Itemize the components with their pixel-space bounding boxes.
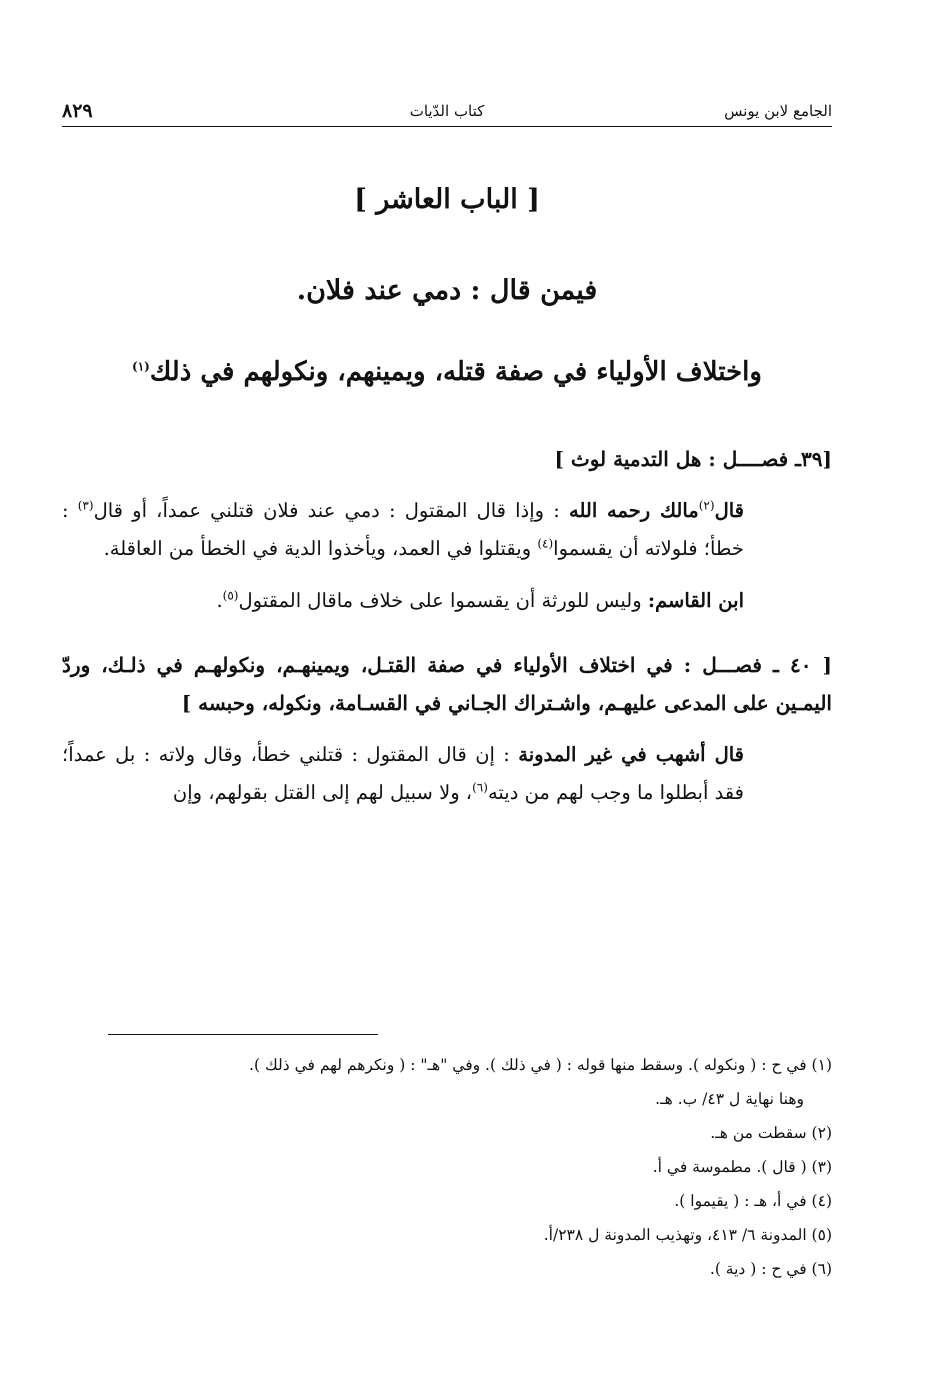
footnote-1: (١) في ح : ( ونكوله ). وسقط منها قوله : ( في ذلك ). وفي "هـ" : ( ونكرهم لهم في ذلك ). [249,1056,832,1074]
footnote-1-continued: وهنا نهاية ل ٤٣/ ب. هـ. [655,1090,804,1108]
footnote-ref: (٣) [77,498,94,513]
main-text [62,440,832,812]
footnote-ref: (١) [132,359,150,374]
paragraph [62,736,832,812]
chapter-heading: [ الباب العاشر ] [354,184,540,215]
footnote-6: (٦) في ح : ( دية ). [709,1260,832,1278]
footnote-ref: (٥) [222,588,239,603]
footnote-2: (٢) سقطت من هـ. [710,1124,832,1142]
scholar-name: مالك رحمه الله [568,499,699,522]
paragraph-text: : خطأ؛ فلولاته أن يقسموا [62,499,744,560]
footnote-rule [108,1034,378,1035]
running-header [62,100,832,126]
paragraph-text: ، ولا سبيل لهم إلى القتل بقولهم، وإن [172,781,473,804]
book-title: الجامع لابن يونس [724,102,832,120]
footnote-ref: (٦) [472,780,488,795]
chapter-subtitle: فيمن قال : دمي عند فلان. [296,275,598,306]
paragraph-text: : وإذا قال المقتول : دمي عند فلان قتلني عمداً، أو قال [93,499,569,522]
page-number: ٨٢٩ [62,100,93,122]
footnote-4: (٤) في أ، هـ : ( يقيموا ). [674,1192,832,1210]
chapter-title: كتاب الدّيات [409,102,485,120]
footnotes [62,1048,832,1286]
subtitle-text: واختلاف الأولياء في صفة قتله، ويمينهم، ونكولهم في ذلك [149,357,762,387]
paragraph-text: . [216,589,223,612]
footnote-3: (٣) ( قال ). مطموسة في أ. [652,1158,832,1176]
chapter-subtitle-2 [62,357,832,387]
footnote-ref: (٢) [698,498,715,513]
paragraph-lead: قال أشهب في غير المدونة [518,743,744,766]
section-heading-39: [٣٩ـ فصــــل : هل التدمية لوث ] [554,447,832,471]
paragraph-text: ويقتلوا في العمد، ويأخذوا الدية في الخطأ من العاقلة. [103,537,538,560]
paragraph-text: وليس للورثة أن يقسموا على خلاف ماقال المقتول [238,589,648,612]
paragraph-lead: قال [714,499,744,522]
footnote-5: (٥) المدونة ٦/ ٤١٣، وتهذيب المدونة ل ٢٣٨/أ. [543,1226,832,1244]
paragraph-lead: ابن القاسم: [647,589,744,612]
header-rule [62,126,832,127]
paragraph-text: : إن قال المقتول : قتلني خطأ، وقال ولاته : بل عمداً؛ فقد أبطلوا ما وجب لهم من ديته [62,743,744,804]
paragraph [62,492,832,568]
paragraph [62,582,832,620]
footnote-ref: (٤) [537,536,554,551]
section-heading-40: [ ٤٠ ـ فصـــل : في اختلاف الأولياء في صفة القتـل، ويمينهـم، ونكولهـم في ذلـك، وردّ اليمـين على المدعى عليهـم، واشـتراك الجـاني في القسـامة، ونكوله، وحبسه ] [62,653,832,715]
